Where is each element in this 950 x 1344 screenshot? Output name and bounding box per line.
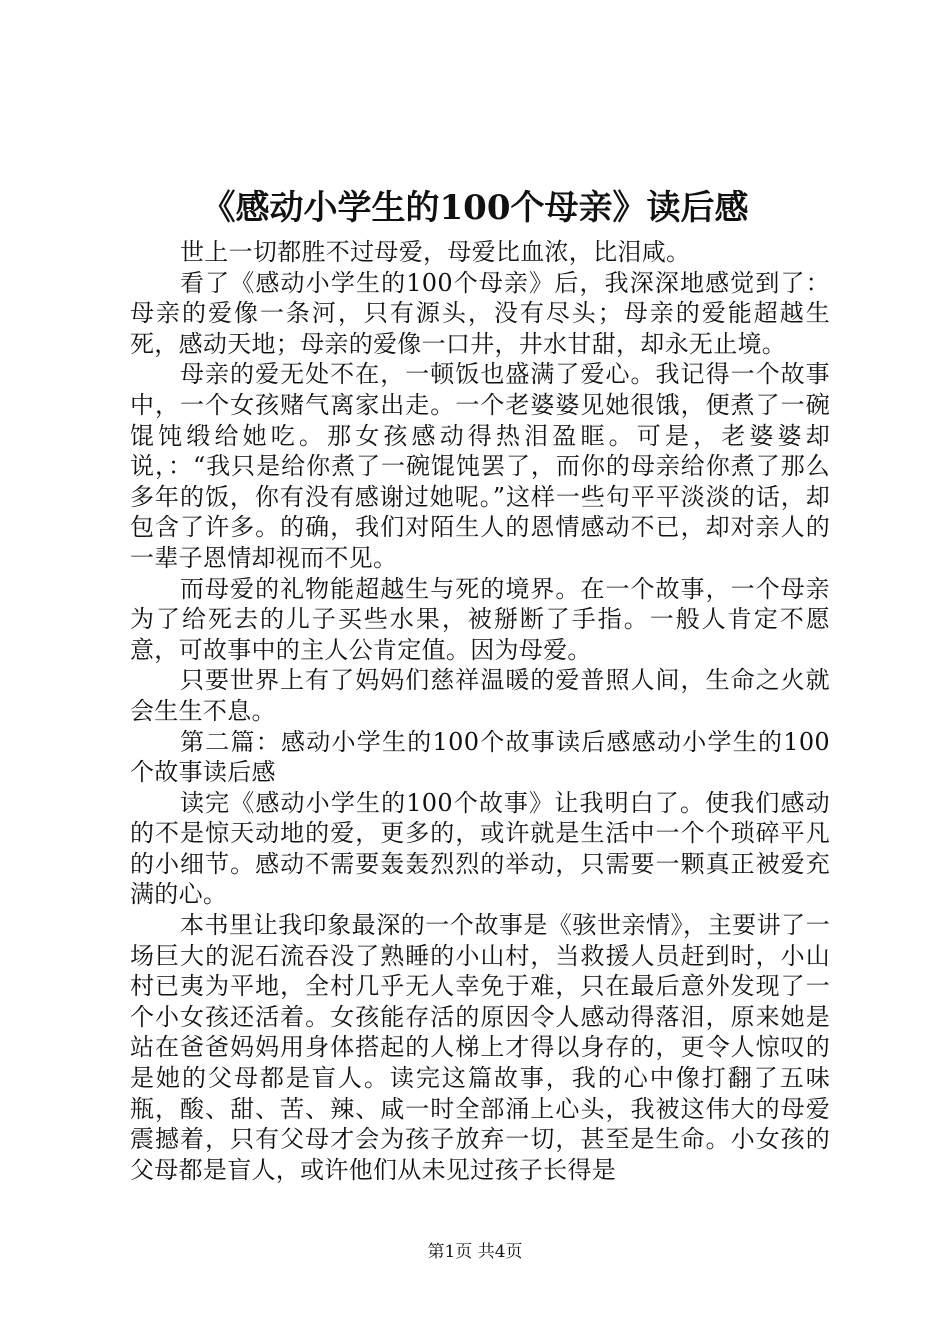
paragraph-1: 世上一切都胜不过母爱，母爱比血浓，比泪咸。 [180, 238, 691, 266]
paragraph-2: 看了《感动小学生的100个母亲》后，我深深地感觉到了：母亲的爱像一条河，只有源头，没有尽头；母亲的爱能超越生死，感动天地；母亲的爱像一口井，井水甘甜，却永无止境。 [130, 268, 830, 358]
paragraph-3: 母亲的爱无处不在，一顿饭也盛满了爱心。我记得一个故事中，一个女孩赌气离家出走。一个老婆婆见她很饿，便煮了一碗馄饨缎给她吃。那女孩感动得热泪盈眶。可是，老婆婆却说，：“我只是给你煮了一碗馄饨罢了，而你的母亲给你煮了那么多年的饭，你有没有感谢过她呢。”这样一些句平平淡淡的话，却包含了许多。的确，我们对陌生人的恩情感动不已，却对亲人的一辈子恩情却视而不见。 [130, 360, 830, 572]
paragraph-8: 本书里让我印象最深的一个故事是《骇世亲情》，主要讲了一场巨大的泥石流吞没了熟睡的小山村，当救援人员赶到时，小山村已夷为平地，全村几乎无人幸免于难，只在最后意外发现了一个小女孩还活着。女孩能存活的原因令人感动得落泪，原来她是站在爸爸妈妈用身体搭起的人梯上才得以身存的，更令人惊叹的是她的父母都是盲人。读完这篇故事，我的心中像打翻了五味瓶，酸、甜、苦、辣、咸一时全部涌上心头，我被这伟大的母爱震撼着，只有父母才会为孩子放弃一切，甚至是生命。小女孩的父母都是盲人，或许他们从未见过孩子长得是 [130, 911, 830, 1184]
section-heading-second: 第二篇：感动小学生的100个故事读后感感动小学生的100个故事读后感 [130, 727, 830, 787]
page-number-footer: 第1页 共4页 [427, 1242, 523, 1262]
paragraph-4: 而母爱的礼物能超越生与死的境界。在一个故事，一个母亲为了给死去的儿子买些水果，被掰断了手指。一般人肯定不愿意，可故事中的主人公肯定值。因为母爱。 [130, 574, 830, 664]
paragraph-7: 读完《感动小学生的100个故事》让我明白了。使我们感动的不是惊天动地的爱，更多的，或许就是生活中一个个琐碎平凡的小细节。感动不需要轰轰烈烈的举动，只需要一颗真正被爱充满的心。 [130, 788, 830, 909]
document-title: 《感动小学生的100个母亲》读后感 [201, 188, 749, 228]
paragraph-5: 只要世界上有了妈妈们慈祥温暖的爱普照人间，生命之火就会生生不息。 [130, 666, 830, 725]
document-page [130, 183, 830, 1185]
